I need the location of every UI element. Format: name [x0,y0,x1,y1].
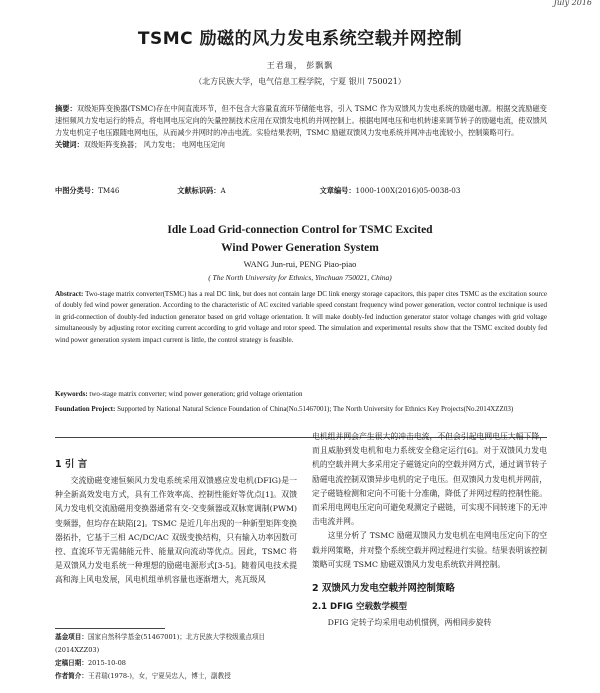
footnote-fund-text: 国家自然科学基金(51467001)；北方民族大学校级重点项目(2014XZZ03) [55,633,266,654]
footnote-fund [55,631,297,657]
article-no-label: 文章编号： [319,186,356,195]
abstract-zh [55,103,547,151]
paper-title-en [0,221,600,257]
keywords-en [55,390,547,398]
doc-code-value: A [220,186,226,195]
section-1-paragraph: 交流励磁变速恒频风力发电系统采用双馈感应发电机(DFIG)是一种全新高效发电方式，具有工作效率高、控制性能好等优点[1]。双馈风力发电机交流励磁用变换器通常有交-交变频器或双脉宽调制(PWM)变频器，但均存在缺陷[2]。TSMC 是近几年出现的一种新型矩阵变换器拓扑，它基于三相 AC/DC/AC 双级变换结构，只有输入功率因数可控、直流环节无需储能元件、能量双向流动等优点。因此，TSMC 将是双馈风力发电系统一种理想的励磁电源形式[3-5]。随着风电技术提高和海上风电发展，风电机组单机容量也逐渐增大，兆瓦级风 [55,476,297,585]
clc-label: 中图分类号： [55,186,99,195]
affiliation-zh: （北方民族大学，电气信息工程学院，宁夏 银川 750021） [194,77,406,86]
article-no-value: 1000-100X(2016)05-0038-03 [355,186,461,195]
article-no-field [320,186,461,196]
keywords-en-label: Keywords: [55,390,88,398]
right-paragraph-2: 这里分析了 TSMC 励磁双馈风力发电机在电网电压定向下的空载并网策略，并对整个系统空载并网过程进行实验。结果表明该控制策略可实现 TSMC 励磁双馈风力发电系统软并网控制。 [312,531,547,569]
right-paragraph-1: 电机组并网会产生很大的冲击电流，不但会引起电网电压大幅下降，而且威胁到发电机和电力系统安全稳定运行[6]。对于双馈风力发电机的空载并网大多采用定子磁链定向的空载并网方式，通过调节转子励磁电流控制双馈异步电机的定子电压。但双馈风力发电机并网前，定子磁链检测和定向不可能十分准确，降低了并网过程的控制性能。而采用电网电压定向可避免观测定子磁链，可实现不同转速下的无冲击电流并网。 [312,432,547,527]
footnote-bio [55,670,297,683]
doc-code-label: 文献标识码： [177,186,221,195]
title-en-line2: Wind Power Generation System [221,242,379,254]
foundation-en [55,404,547,415]
section-2-heading: 2 双馈风力发电空载并网控制策略 [312,583,455,595]
section-2-1-heading: 2.1 DFIG 空载数学模型 [312,602,407,613]
page-header [0,0,600,10]
keywords-zh [55,139,547,151]
paper-title-zh: TSMC 励磁的风力发电系统空载并网控制 [137,29,463,49]
body-column-left [55,438,297,588]
abstract-en [55,289,547,346]
footnote-date [55,657,297,670]
footnote-date-text: 2015-10-08 [87,659,126,667]
affiliation-en: ( The North University for Ethnics, Yinchuan 750021, China) [208,273,392,282]
section-1-heading: 1 引 言 [55,459,88,470]
keywords-en-text: two-stage matrix converter; wind power generation; grid voltage orientation [89,390,303,398]
footnote-bio-label: 作者简介： [55,672,88,680]
footnotes [55,631,297,683]
doc-code-field [177,186,317,196]
running-head: July 2016 [553,0,592,7]
foundation-en-label: Foundation Project: [55,405,116,413]
title-en-line1: Idle Load Grid-connection Control for TSMC Excited [167,224,433,236]
body-column-right [312,430,547,630]
footnote-date-label: 定稿日期： [55,659,88,667]
classification-meta [55,186,547,196]
right-paragraph-3: DFIG 定转子均采用电动机惯例，两相同步旋转 [327,618,492,628]
abstract-en-text: Two-stage matrix converter(TSMC) has a real DC link, but does not contain large DC link energy storage capacitors, this paper cites TSMC as the excitation source of doubly fed wind power generation. According to the characteristic of AC excited variable speed constant frequency wind power generation, vector control technique is used in grid-connection of doubly-fed induction generator based on grid voltage orientation. It will make doubly-fed induction generator stator voltage changes with grid voltage simultaneously by adjusting rotor exciting current according to grid voltage and rotor speed. The simulation and experimental results show that the TSMC excited doubly fed wind power generation system impact current is little, the control strategy is feasible. [55,290,547,344]
footnote-bio-text: 王君瑞(1978-)，女，宁夏吴忠人，博士，副教授 [87,672,231,680]
footnote-divider [55,628,165,629]
authors-en: WANG Jun-rui, PENG Piao-piao [243,259,357,269]
keywords-zh-text: 双级矩阵变换器； 风力发电； 电网电压定向 [83,140,225,149]
keywords-zh-label: 关键词： [55,140,84,149]
abstract-zh-text: 双级矩阵变换器(TSMC)存在中间直流环节，但不包含大容量直流环节储能电容，引入 TSMC 作为双馈风力发电系统的励磁电源。根据交流励磁变速恒频风力发电运行的特点，将电网电压定向的矢量控制技术应用在双馈发电机的并网控制上。根据电网电压和电机转速来调节转子的励磁电流，使双馈风力发电机定子电压跟随电网电压，从而减少并网时的冲击电流。实验结果表明，TSMC 励磁双馈风力发电系统并网冲击电流较小，控制策略可行。 [55,104,547,137]
authors-zh: 王君瑞， 彭飘飘 [266,61,334,70]
clc-value: TM46 [98,186,120,195]
footnote-fund-label: 基金项目： [55,633,88,641]
foundation-en-text: Supported by National Natural Science Foundation of China(No.51467001); The North University for Ethnics Key Projects(No.2014XZZ03) [117,405,514,413]
clc-field [55,186,175,196]
abstract-zh-label: 摘要： [55,104,77,113]
abstract-en-label: Abstract: [55,290,84,298]
